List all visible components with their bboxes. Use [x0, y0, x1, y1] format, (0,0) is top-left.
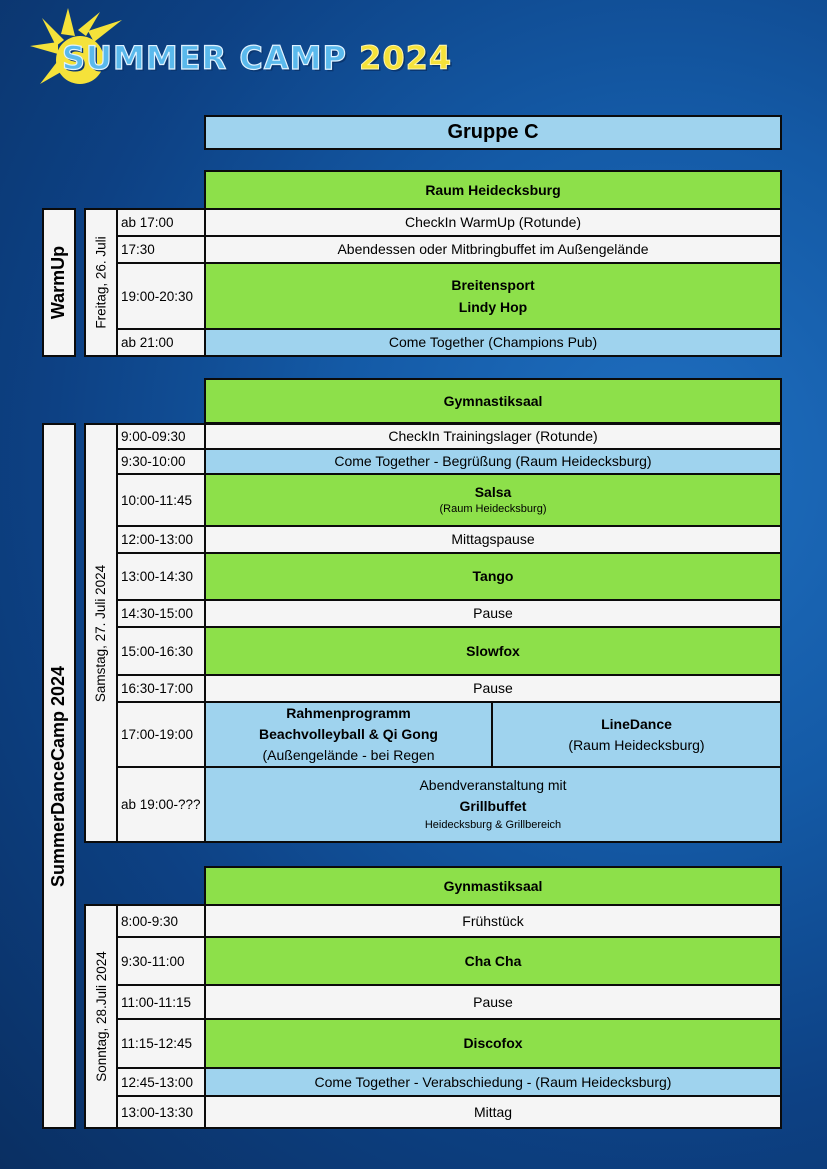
- activity-text: Salsa: [474, 483, 512, 500]
- section-label-warmup: [42, 208, 76, 357]
- title-year: 2024: [359, 39, 453, 77]
- room-header-sunday: [204, 866, 782, 906]
- activity-cell: [204, 552, 782, 601]
- activity-text: Pause: [473, 680, 513, 697]
- time-text: 11:00-11:15: [121, 994, 192, 1010]
- time-cell: [116, 599, 206, 628]
- activity-text: Grillbuffet: [459, 798, 527, 815]
- activity-cell: [204, 936, 782, 986]
- activity-text: Come Together - Begrüßung (Raum Heidecksburg): [334, 453, 652, 470]
- time-cell: [116, 328, 206, 357]
- activity-text: Tango: [472, 568, 514, 585]
- activity-cell: [204, 525, 782, 554]
- activity-cell: [204, 448, 782, 475]
- room-label: Gynmastiksaal: [443, 877, 543, 894]
- time-cell: [116, 525, 206, 554]
- title-text: SUMMER CAMP: [62, 39, 347, 77]
- time-cell: [116, 626, 206, 676]
- activity-text: Beachvolleyball & Qi Gong: [259, 726, 438, 742]
- time-text: ab 21:00: [121, 335, 174, 350]
- activity-text: Pause: [473, 993, 513, 1010]
- activity-note: (Raum Heidecksburg): [439, 503, 547, 516]
- activity-note: (Außengelände - bei Regen: [262, 747, 435, 763]
- activity-text: Abendessen oder Mitbringbuffet im Außengelände: [337, 241, 649, 258]
- activity-text: Frühstück: [462, 912, 524, 929]
- room-label: Gymnastiksaal: [443, 392, 543, 409]
- activity-text: Cha Cha: [464, 952, 522, 969]
- day-label-text: Sonntag, 28.Juli 2024: [93, 951, 109, 1082]
- time-text: 13:00-14:30: [121, 569, 194, 584]
- section-label-text: WarmUp: [48, 245, 69, 320]
- activity-cell: [204, 262, 782, 330]
- activity-note: (Raum Heidecksburg): [568, 736, 705, 753]
- room-label: Raum Heidecksburg: [425, 181, 561, 198]
- activity-text: Come Together (Champions Pub): [388, 334, 598, 351]
- activity-cell: [204, 904, 782, 938]
- activity-text: Lindy Hop: [458, 299, 528, 315]
- activity-cell: [204, 235, 782, 264]
- time-cell: [116, 208, 206, 237]
- time-text: 13:00-13:30: [121, 1104, 194, 1120]
- activity-text: Mittag: [473, 1103, 513, 1120]
- activity-cell: [204, 1095, 782, 1129]
- activity-text: CheckIn WarmUp (Rotunde): [404, 214, 582, 231]
- activity-text: Mittagspause: [451, 531, 535, 548]
- time-cell: [116, 1018, 206, 1069]
- day-label-text: Samstag, 27. Juli 2024: [93, 564, 109, 702]
- room-header-warmup: [204, 170, 782, 210]
- activity-cell: [204, 984, 782, 1020]
- activity-cell: [204, 423, 782, 450]
- time-text: ab 17:00: [121, 215, 174, 230]
- time-text: 16:30-17:00: [121, 681, 194, 696]
- activity-cell-right: [491, 701, 782, 768]
- activity-cell: [204, 766, 782, 843]
- time-text: 10:00-11:45: [121, 492, 193, 508]
- activity-note: Heidecksburg & Grillbereich: [424, 819, 562, 832]
- group-header: [204, 115, 782, 150]
- time-text: 14:30-15:00: [121, 606, 194, 621]
- time-text: 9:30-10:00: [121, 454, 186, 469]
- time-text: 17:00-19:00: [121, 727, 194, 742]
- time-cell: [116, 1095, 206, 1129]
- time-text: 12:00-13:00: [121, 532, 194, 547]
- activity-cell: [204, 599, 782, 628]
- activity-cell: [204, 626, 782, 676]
- time-cell: [116, 766, 206, 843]
- activity-text: Rahmenprogramm: [286, 705, 411, 721]
- time-cell: [116, 448, 206, 475]
- activity-text: Breitensport: [451, 276, 535, 293]
- activity-text: LineDance: [601, 716, 672, 733]
- time-text: 12:45-13:00: [121, 1074, 194, 1090]
- activity-cell: [204, 328, 782, 357]
- activity-text: Slowfox: [466, 642, 520, 659]
- time-cell: [116, 235, 206, 264]
- activity-cell: [204, 1018, 782, 1069]
- time-cell: [116, 674, 206, 703]
- day-label-friday: [84, 208, 118, 357]
- page-title: [62, 39, 453, 77]
- time-cell: [116, 984, 206, 1020]
- activity-cell: [204, 1067, 782, 1097]
- time-cell: [116, 552, 206, 601]
- activity-cell: [204, 674, 782, 703]
- time-cell: [116, 473, 206, 527]
- activity-cell-left: [204, 701, 493, 768]
- time-cell: [116, 423, 206, 450]
- day-label-sunday: [84, 904, 118, 1129]
- time-cell: [116, 936, 206, 986]
- time-text: ab 19:00-???: [121, 797, 201, 812]
- activity-text: Come Together - Verabschiedung - (Raum Heidecksburg): [314, 1073, 672, 1090]
- activity-cell: [204, 208, 782, 237]
- time-text: 9:00-09:30: [121, 429, 186, 444]
- time-text: 8:00-9:30: [121, 913, 179, 929]
- time-text: 11:15-12:45: [121, 1036, 193, 1051]
- time-text: 17:30: [121, 242, 155, 257]
- activity-text: Discofox: [463, 1035, 523, 1052]
- day-label-saturday: [84, 423, 118, 843]
- day-label-text: Freitag, 26. Juli: [93, 236, 109, 329]
- time-cell: [116, 1067, 206, 1097]
- time-text: 9:30-11:00: [121, 953, 185, 969]
- room-header-saturday: [204, 378, 782, 424]
- activity-text: CheckIn Trainingslager (Rotunde): [388, 428, 598, 445]
- time-cell: [116, 701, 206, 768]
- activity-text: Pause: [473, 605, 513, 622]
- time-cell: [116, 262, 206, 330]
- activity-text: Abendveranstaltung mit: [419, 777, 567, 794]
- section-label-text: SummerDanceCamp 2024: [48, 665, 69, 887]
- time-text: 15:00-16:30: [121, 643, 194, 659]
- time-text: 19:00-20:30: [121, 288, 194, 304]
- activity-cell: [204, 473, 782, 527]
- group-label: Gruppe C: [447, 121, 539, 143]
- section-label-camp: [42, 423, 76, 1129]
- time-cell: [116, 904, 206, 938]
